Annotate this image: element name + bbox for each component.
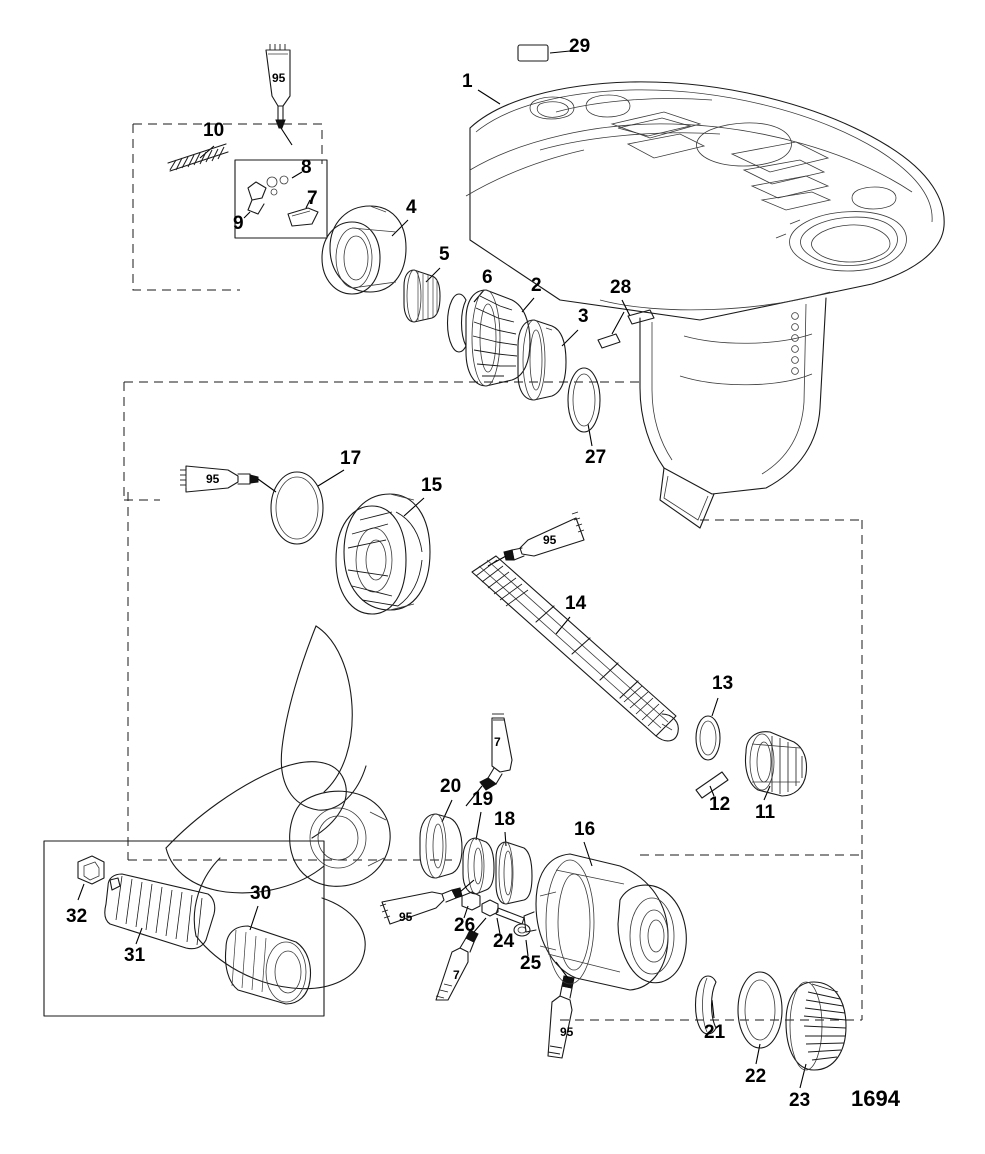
lube-label-95-a: 95 xyxy=(272,71,286,85)
callout-20: 20 xyxy=(440,776,462,797)
callout-16: 16 xyxy=(574,819,596,840)
lube-label-95-d: 95 xyxy=(399,910,413,924)
part-22-seal-ring xyxy=(738,972,782,1064)
part-11-clutch-dog xyxy=(746,732,807,800)
callout-18: 18 xyxy=(494,809,516,830)
lube-label-7-a: 7 xyxy=(494,735,501,749)
lube-tube-95-b xyxy=(180,466,276,492)
propeller-illustration xyxy=(166,626,390,989)
part-13-retainer-ring xyxy=(696,698,720,760)
part-29-anode-plate xyxy=(518,45,570,61)
part-1-gear-housing xyxy=(466,82,944,528)
part-5-sleeve xyxy=(404,268,440,322)
callout-25: 25 xyxy=(520,953,542,974)
callout-13: 13 xyxy=(712,673,734,694)
callout-21: 21 xyxy=(704,1022,726,1043)
callout-4: 4 xyxy=(406,197,417,218)
callout-12: 12 xyxy=(709,794,731,815)
callout-17: 17 xyxy=(340,448,362,469)
callout-2: 2 xyxy=(531,275,542,296)
callout-27: 27 xyxy=(585,447,607,468)
callout-19: 19 xyxy=(472,789,494,810)
part-16-forward-gear-assembly xyxy=(524,842,686,990)
part-14-propeller-shaft xyxy=(472,556,678,741)
tool-detail-box xyxy=(44,841,324,1016)
lube-tube-95-a xyxy=(266,44,292,145)
part-20-thrust-bearing xyxy=(420,800,462,878)
callout-9: 9 xyxy=(233,213,244,234)
part-17-o-ring xyxy=(271,470,344,544)
callout-15: 15 xyxy=(421,475,443,496)
callout-29: 29 xyxy=(569,36,591,57)
callout-1: 1 xyxy=(462,71,473,92)
lube-label-95-c: 95 xyxy=(543,533,557,547)
callout-6: 6 xyxy=(482,267,493,288)
part-23-ring-gear xyxy=(786,982,846,1088)
part-19-thrust-washer xyxy=(463,812,494,894)
lube-tube-95-c xyxy=(488,512,584,566)
dashed-group-middle xyxy=(124,330,640,500)
lube-tube-95-e xyxy=(548,962,574,1058)
lube-label-7-b: 7 xyxy=(453,968,460,982)
callout-14: 14 xyxy=(565,593,587,614)
callout-30: 30 xyxy=(250,883,272,904)
part-4-bearing-carrier xyxy=(322,206,408,294)
lube-label-95-b: 95 xyxy=(206,472,220,486)
callout-28: 28 xyxy=(610,277,632,298)
callout-11: 11 xyxy=(755,802,776,823)
lube-label-95-e: 95 xyxy=(560,1025,574,1039)
part-28-dowel-pins xyxy=(598,300,654,348)
part-10-spring xyxy=(168,144,228,171)
part-15-impeller-plate xyxy=(336,494,430,614)
callout-10: 10 xyxy=(203,120,225,141)
callout-7: 7 xyxy=(307,188,318,209)
callout-8: 8 xyxy=(301,157,312,178)
sheet-number: 1694 xyxy=(851,1086,900,1111)
callout-26: 26 xyxy=(454,915,476,936)
callout-5: 5 xyxy=(439,244,450,265)
callout-32: 32 xyxy=(66,906,88,927)
callout-3: 3 xyxy=(578,306,589,327)
callout-23: 23 xyxy=(789,1090,811,1111)
dashed-group-upper-left xyxy=(133,124,322,290)
callout-31: 31 xyxy=(124,945,146,966)
callout-24: 24 xyxy=(493,931,515,952)
part-27-o-ring-large xyxy=(568,368,600,446)
part-18-bearing-sleeve xyxy=(496,832,532,904)
callout-22: 22 xyxy=(745,1066,767,1087)
